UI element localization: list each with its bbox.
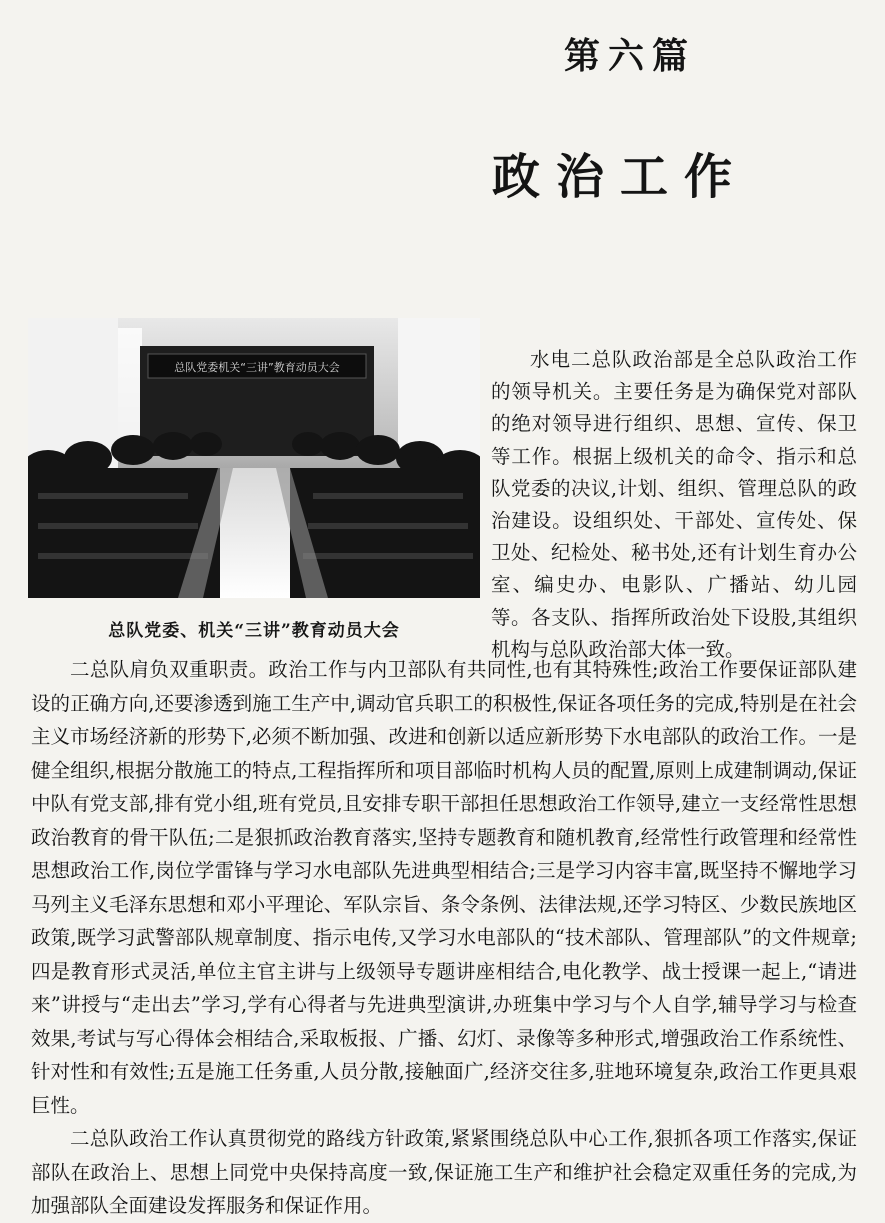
meeting-photo <box>28 318 480 598</box>
intro-paragraph: 水电二总队政治部是全总队政治工作的领导机关。主要任务是为确保党对部队的绝对领导进行组织、思想、宣传、保卫等工作。根据上级机关的命令、指示和总队党委的决议,计划、组织、管理总队的政治建设。设组织处、干部处、宣传处、保卫处、纪检处、秘书处,还有计划生育办公室、编史办、电影队、广播站、幼儿园等。各支队、指挥所政治处下设股,其组织机构与总队政治部大体一致。 <box>491 348 857 661</box>
chapter-title: 政治工作 <box>491 149 748 205</box>
paragraph: 二总队肩负双重职责。政治工作与内卫部队有共同性,也有其特殊性;政治工作要保证部队建设的正确方向,还要渗透到施工生产中,调动官兵职工的积极性,保证各项任务的完成,特别是在社会主义市场经济新的形势下,必须不断加强、改进和创新以适应新形势下水电部队的政治工作。一是健全组织,根据分散施工的特点,工程指挥所和项目部临时机构人员的配置,原则上成建制调动,保证中队有党支部,排有党小组,班有党员,且安排专职干部担任思想政治工作领导,建立一支经常性思想政治教育的骨干队伍;二是狠抓政治教育落实,坚持专题教育和随机教育,经常性行政管理和经常性思想政治工作,岗位学雷锋与学习水电部队先进典型相结合;三是学习内容丰富,既坚持不懈地学习马列主义毛泽东思想和邓小平理论、军队宗旨、条令条例、法律法规,还学习特区、少数民族地区政策,既学习武警部队规章制度、指示电传,又学习水电部队的“技术部队、管理部队”的文件规章;四是教育形式灵活,单位主官主讲与上级领导专题讲座相结合,电化教学、战士授课一起上,“请进来”讲授与“走出去”学习,学有心得者与先进典型演讲,办班集中学习与个人自学,辅导学习与检查效果,考试与写心得体会相结合,采取板报、广播、幻灯、录像等多种形式,增强政治工作系统性、针对性和有效性;五是施工任务重,人员分散,接触面广,经济交往多,驻地环境复杂,政治工作更具艰巨性。 <box>31 658 857 1117</box>
paragraph: 二总队政治工作认真贯彻党的路线方针政策,紧紧围绕总队中心工作,狠抓各项工作落实,保证部队在政治上、思想上同党中央保持高度一致,保证施工生产和维护社会稳定双重任务的完成,为加强部队全面建设发挥服务和保证作用。 <box>31 1127 857 1217</box>
body-text <box>31 653 857 1223</box>
photo-caption: 总队党委、机关“三讲”教育动员大会 <box>108 621 400 641</box>
part-title: 第六篇 <box>563 36 696 77</box>
banner-text: 总队党委机关“三讲”教育动员大会 <box>174 361 340 374</box>
